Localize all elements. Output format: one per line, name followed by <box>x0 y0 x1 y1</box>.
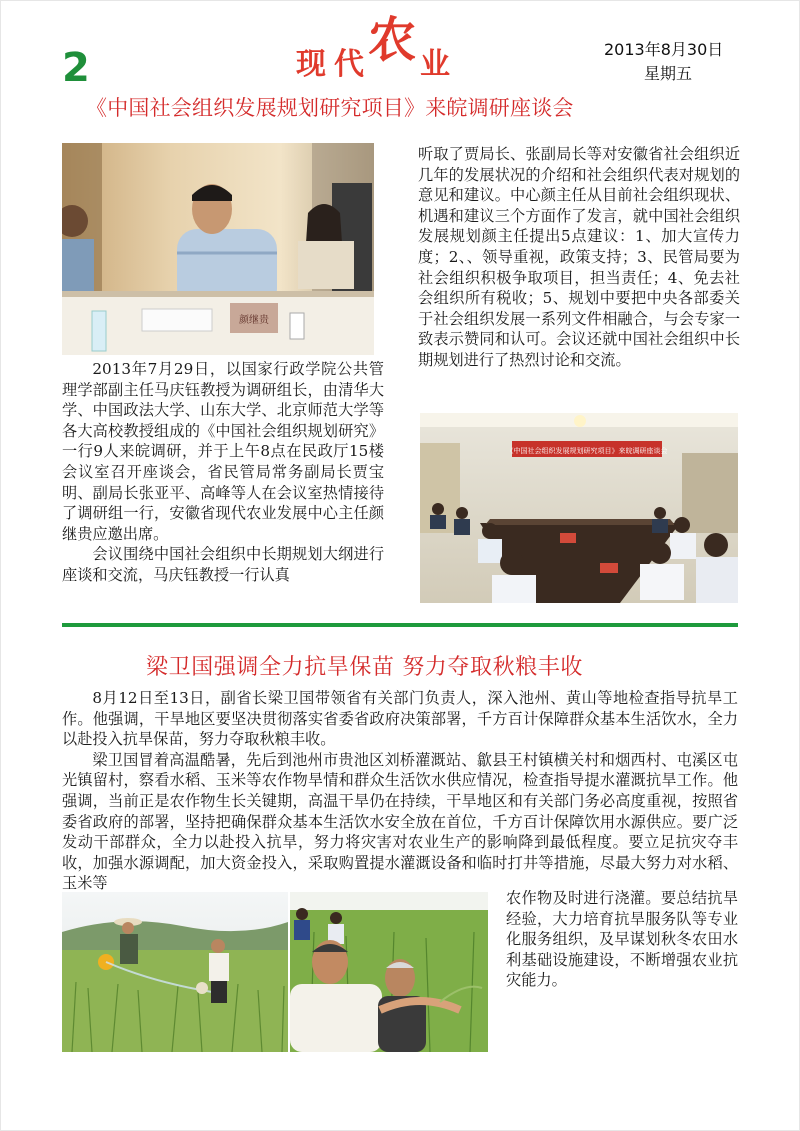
article2-paragraph-2-continued: 农作物及时进行浇灌。要总结抗旱经验，大力培育抗旱服务队等专业化服务组织，及早谋划秋冬农田水利基础设施建设，不断增强农业抗灾能力。 <box>506 889 738 990</box>
page-number: 2 <box>62 45 90 91</box>
nameplate-text: 颜继贵 <box>239 315 269 326</box>
masthead-char-3: 农 <box>368 12 417 68</box>
article2-paragraph-1: 8月12日至13日，副省长梁卫国带领省有关部门负责人，深入池州、黄山等地检查指导抗旱工作。他强调，干旱地区要坚决贯彻落实省委省政府决策部署，千方百计保障群众基本生活饮水，全力以赴投入抗旱保苗，努力夺取秋粮丰收。 <box>62 689 738 749</box>
article2-body <box>62 688 738 894</box>
watering-field-photo-image <box>62 892 288 1052</box>
article1-headline: 《中国社会组织发展规划研究项目》来皖调研座谈会 <box>86 96 574 120</box>
issue-date-block <box>604 38 754 86</box>
article1-right-column <box>418 144 740 371</box>
issue-weekday: 星期五 <box>644 64 693 83</box>
masthead-char-2: 代 <box>334 47 364 82</box>
article1-photo-meeting-participant <box>62 143 374 355</box>
conference-room-photo-image <box>420 413 738 603</box>
article2-photo-watering-field <box>62 892 288 1052</box>
article1-paragraph-1: 2013年7月29日，以国家行政学院公共管理学部副主任马庆钰教授为调研组长，由清华大学、中国政法大学、山东大学、北京师范大学等各大高校教授组成的《中国社会组织规划研究》一行9人来皖调研，并于上午8点在民政厅15楼会议室召开座谈会，省民管局常务副局长贾宝明、副局长张亚平、高峰等人在会议室热情接待了调研组一行，安徽省现代农业发展中心主任颜继贵应邀出席。 <box>62 360 384 543</box>
article2-headline: 梁卫国强调全力抗旱保苗 努力夺取秋粮丰收 <box>146 655 583 680</box>
article1-right-paragraph: 听取了贾局长、张副局长等对安徽省社会组织近几年的发展状况的介绍和社会组织代表对规划的意见和建议。中心颜主任从目前社会组织现状、机遇和建议三个方面作了发言，就中国社会组织发展规划颜主任提出5点建议：1、加大宣传力度；2、、领导重视，政策支持；3、民管局要为社会组织积极争取项目，担当责任；4、免去社会组织所有税收；5、规划中要把中央各部委关于社会组织发展一系列文件相融合，与会专家一致表示赞同和认可。会议还就中国社会组织中长期规划进行了热烈讨论和交流。 <box>418 145 740 369</box>
article2-photo-inspecting-rice <box>290 892 488 1052</box>
article1-left-column <box>62 359 384 586</box>
conference-banner-text: 《中国社会组织发展规划研究项目》来皖调研座谈会 <box>506 447 668 455</box>
article2-paragraph-2: 梁卫国冒着高温酷暑，先后到池州市贵池区刘桥灌溉站、歙县王村镇横关村和烟西村、屯溪区屯光镇留村，察看水稻、玉米等农作物旱情和群众生活饮水供应情况，检查指导提水灌溉抗旱工作。他强调，当前正是农作物生长关键期，高温干旱仍在持续，干旱地区和有关部门务必高度重视，按照省委省政府的部署，坚持把确保群众基本生活饮水安全放在首位，千方百计保障饮用水源供应。要广泛发动干部群众，全力以赴投入抗旱，努力将灾害对农业生产的影响降到最低程度。要立足抗灾夺丰收，加强水源调配，加大资金投入，采取购置提水灌溉设备和临时打井等措施，尽最大努力对水稻、玉米等 <box>62 750 738 893</box>
masthead-title <box>296 10 526 80</box>
issue-date: 2013年8月30日 <box>604 40 724 59</box>
masthead-char-1: 现 <box>296 47 326 82</box>
article1-photo-conference-room <box>420 413 738 603</box>
article1-paragraph-2: 会议围绕中国社会组织中长期规划大纲进行座谈和交流，马庆钰教授一行认真 <box>62 545 384 584</box>
meeting-participant-photo-image <box>62 143 374 355</box>
masthead-char-4: 业 <box>420 47 451 82</box>
article2-tail-column <box>506 888 738 991</box>
section-divider <box>62 623 738 627</box>
inspecting-rice-photo-image <box>290 892 488 1052</box>
